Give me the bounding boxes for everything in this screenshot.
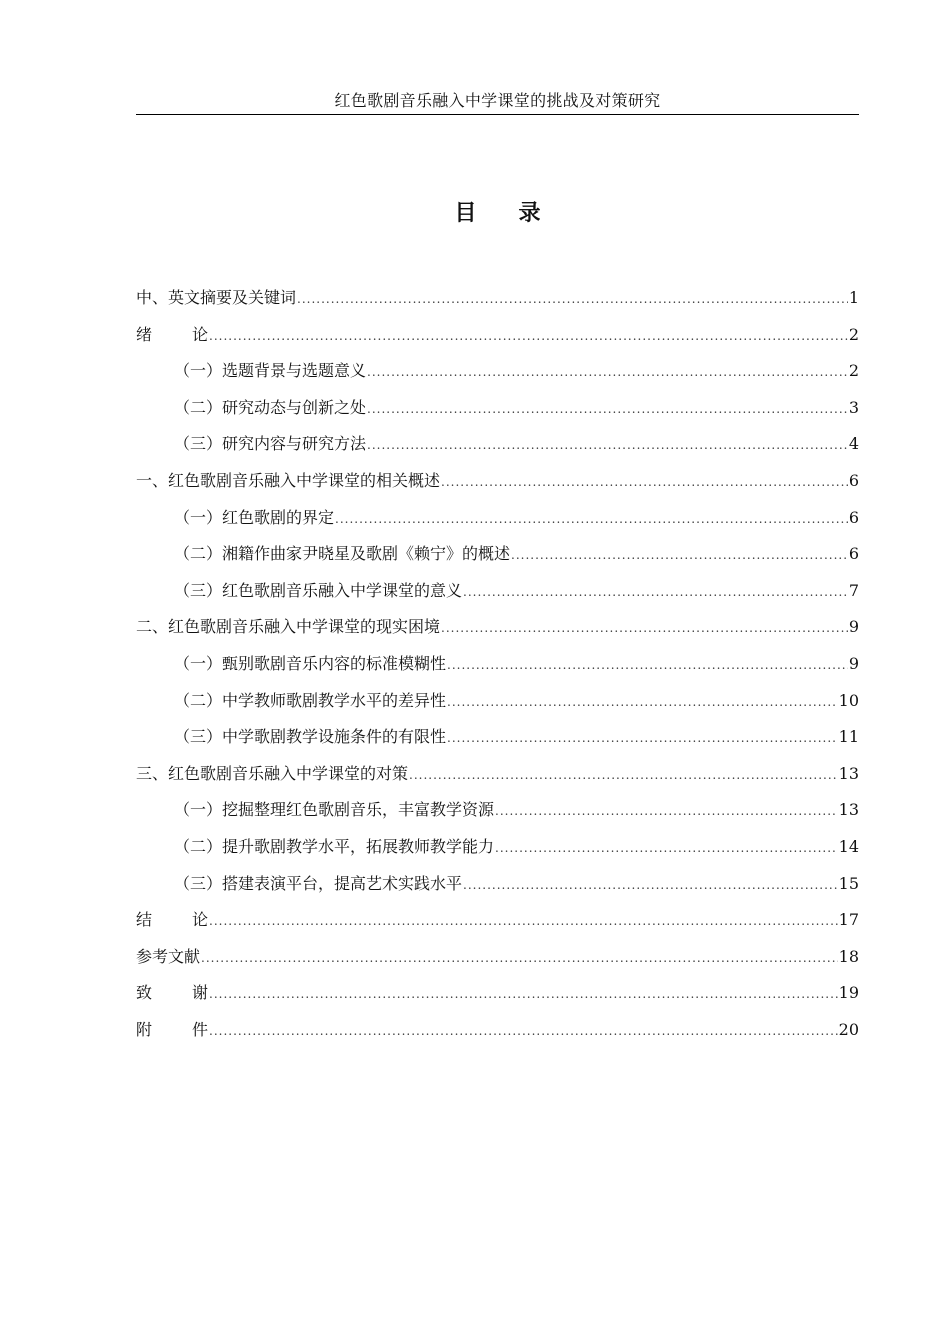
toc-entry-label: 中、英文摘要及关键词 <box>136 288 297 307</box>
toc-entry-acknowledgements[interactable] <box>136 980 859 1017</box>
toc-page-number: 11 <box>838 727 859 747</box>
toc-entry-label: （二）研究动态与创新之处 <box>174 397 367 417</box>
toc-entry-label: 二、红色歌剧音乐融入中学课堂的现实困境 <box>136 617 441 637</box>
dot-leader <box>209 981 838 1007</box>
toc-entry-label: （三）研究内容与研究方法 <box>174 434 367 454</box>
toc-entry-label: （一）甄别歌剧音乐内容的标准模糊性 <box>174 653 447 673</box>
toc-entry-chapter-2-2[interactable] <box>136 688 859 725</box>
toc-entry-label: （三）中学歌剧教学设施条件的有限性 <box>174 727 447 747</box>
toc-page-number: 13 <box>838 763 859 783</box>
toc-entry-chapter-2[interactable] <box>136 614 859 651</box>
header-rule <box>136 114 859 115</box>
dot-leader <box>209 908 838 934</box>
dot-leader <box>409 762 838 788</box>
toc-entry-label: 参考文献 <box>136 946 201 966</box>
dot-leader <box>441 469 848 495</box>
dot-leader <box>447 725 838 751</box>
dot-leader <box>463 872 838 898</box>
toc-entry-label: 致 谢 <box>136 983 209 1003</box>
toc-entry-label: （一）选题背景与选题意义 <box>174 361 367 381</box>
table-of-contents <box>136 285 859 1053</box>
toc-page-number: 10 <box>838 690 859 710</box>
toc-entry-chapter-2-3[interactable] <box>136 724 859 761</box>
dot-leader <box>447 652 848 678</box>
toc-entry-label: （一）挖掘整理红色歌剧音乐，丰富教学资源 <box>174 800 495 820</box>
toc-page-number: 2 <box>848 324 859 344</box>
toc-entry-label: 结 论 <box>136 910 209 930</box>
toc-entry-appendix[interactable] <box>136 1017 859 1054</box>
toc-page-number: 4 <box>848 434 859 454</box>
toc-entry-label: 附 件 <box>136 1019 209 1039</box>
toc-page-number: 6 <box>848 544 859 564</box>
dot-leader <box>209 1018 838 1044</box>
dot-leader <box>367 396 848 422</box>
dot-leader <box>201 945 838 971</box>
toc-entry-intro-3[interactable] <box>136 431 859 468</box>
toc-entry-label: 一、红色歌剧音乐融入中学课堂的相关概述 <box>136 470 441 490</box>
toc-entry-chapter-3-2[interactable] <box>136 834 859 871</box>
toc-page-number: 9 <box>848 653 859 673</box>
toc-page-number: 2 <box>848 361 859 381</box>
toc-entry-intro-1[interactable] <box>136 358 859 395</box>
dot-leader <box>495 798 838 824</box>
toc-entry-label: （二）提升歌剧教学水平，拓展教师教学能力 <box>174 836 495 856</box>
dot-leader <box>209 323 848 349</box>
toc-entry-conclusion[interactable] <box>136 907 859 944</box>
toc-entry-references[interactable] <box>136 944 859 981</box>
toc-entry-label: （三）搭建表演平台，提高艺术实践水平 <box>174 873 463 893</box>
toc-page-number: 3 <box>848 397 859 417</box>
toc-page-number: 18 <box>838 946 859 966</box>
toc-entry-chapter-3-1[interactable] <box>136 797 859 834</box>
toc-entry-chapter-1-2[interactable] <box>136 541 859 578</box>
toc-page-number: 7 <box>848 580 859 600</box>
dot-leader <box>447 689 838 715</box>
toc-entry-chapter-1[interactable] <box>136 468 859 505</box>
dot-leader <box>335 506 848 532</box>
toc-page-number: 6 <box>848 470 859 490</box>
toc-page-number: 6 <box>848 507 859 527</box>
toc-page-number: 13 <box>838 800 859 820</box>
dot-leader <box>441 615 848 641</box>
dot-leader <box>463 579 848 605</box>
toc-entry-chapter-1-1[interactable] <box>136 505 859 542</box>
toc-entry-label: 绪 论 <box>136 324 209 344</box>
dot-leader <box>511 542 848 568</box>
toc-entry-label: （二）湘籍作曲家尹晓星及歌剧《赖宁》的概述 <box>174 544 511 564</box>
toc-entry-label: （二）中学教师歌剧教学水平的差异性 <box>174 690 447 710</box>
toc-entry-chapter-3-3[interactable] <box>136 871 859 908</box>
toc-page-number: 20 <box>838 1019 859 1039</box>
toc-entry-intro-2[interactable] <box>136 395 859 432</box>
running-header: 红色歌剧音乐融入中学课堂的挑战及对策研究 <box>334 91 661 110</box>
toc-page-number: 9 <box>848 617 859 637</box>
dot-leader <box>495 835 838 861</box>
dot-leader <box>367 432 848 458</box>
toc-page-number: 17 <box>838 910 859 930</box>
toc-entry-label: （三）红色歌剧音乐融入中学课堂的意义 <box>174 580 463 600</box>
toc-title-char-1: 目 <box>454 200 477 226</box>
toc-page-number: 1 <box>848 288 859 307</box>
toc-entry-label: 三、红色歌剧音乐融入中学课堂的对策 <box>136 763 409 783</box>
toc-title <box>136 198 859 228</box>
dot-leader <box>367 359 848 385</box>
toc-entry-chapter-3[interactable] <box>136 761 859 798</box>
toc-title-char-2: 录 <box>518 200 541 226</box>
toc-entry-chapter-2-1[interactable] <box>136 651 859 688</box>
toc-page-number: 14 <box>838 836 859 856</box>
dot-leader <box>297 286 848 312</box>
toc-entry-label: （一）红色歌剧的界定 <box>174 507 335 527</box>
toc-entry-abstract[interactable] <box>136 285 859 322</box>
toc-page-number: 19 <box>838 983 859 1003</box>
toc-entry-introduction[interactable] <box>136 322 859 359</box>
toc-entry-chapter-1-3[interactable] <box>136 578 859 615</box>
toc-page-number: 15 <box>838 873 859 893</box>
